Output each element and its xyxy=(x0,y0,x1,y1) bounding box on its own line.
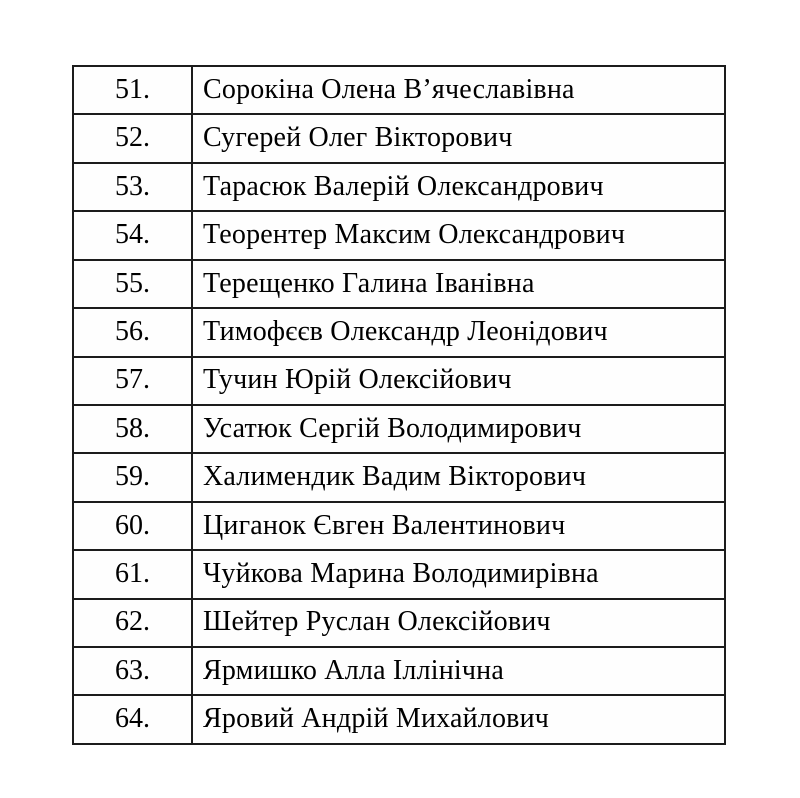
row-name-cell: Яровий Андрій Михайлович xyxy=(192,695,725,744)
row-number-cell: 56. xyxy=(73,308,192,356)
table-row xyxy=(73,66,725,114)
row-name-cell: Тимофєєв Олександр Леонідович xyxy=(192,308,725,356)
row-number-cell: 58. xyxy=(73,405,192,453)
row-number-cell: 64. xyxy=(73,695,192,744)
row-name-cell: Шейтер Руслан Олексійович xyxy=(192,599,725,647)
row-number-cell: 59. xyxy=(73,453,192,501)
row-name-cell: Сорокіна Олена В’ячеславівна xyxy=(192,66,725,114)
row-number-cell: 62. xyxy=(73,599,192,647)
table-row xyxy=(73,308,725,356)
row-number-cell: 60. xyxy=(73,502,192,550)
row-number-cell: 54. xyxy=(73,211,192,259)
table-row xyxy=(73,647,725,695)
row-name-cell: Терещенко Галина Іванівна xyxy=(192,260,725,308)
table-row xyxy=(73,405,725,453)
row-name-cell: Теорентер Максим Олександрович xyxy=(192,211,725,259)
table-row xyxy=(73,114,725,162)
table-row xyxy=(73,453,725,501)
row-name-cell: Халимендик Вадим Вікторович xyxy=(192,453,725,501)
row-name-cell: Тучин Юрій Олексійович xyxy=(192,357,725,405)
row-name-cell: Тарасюк Валерій Олександрович xyxy=(192,163,725,211)
row-number-cell: 55. xyxy=(73,260,192,308)
table-row xyxy=(73,550,725,598)
table-row xyxy=(73,695,725,744)
row-number-cell: 51. xyxy=(73,66,192,114)
roster-table-body xyxy=(73,66,725,744)
table-row xyxy=(73,502,725,550)
table-row xyxy=(73,211,725,259)
row-number-cell: 57. xyxy=(73,357,192,405)
table-row xyxy=(73,357,725,405)
row-number-cell: 63. xyxy=(73,647,192,695)
row-name-cell: Циганок Євген Валентинович xyxy=(192,502,725,550)
roster-table xyxy=(72,65,726,745)
table-row xyxy=(73,260,725,308)
row-number-cell: 52. xyxy=(73,114,192,162)
row-number-cell: 61. xyxy=(73,550,192,598)
row-name-cell: Ярмишко Алла Іллінічна xyxy=(192,647,725,695)
row-name-cell: Чуйкова Марина Володимирівна xyxy=(192,550,725,598)
row-name-cell: Сугерей Олег Вікторович xyxy=(192,114,725,162)
table-row xyxy=(73,599,725,647)
row-name-cell: Усатюк Сергій Володимирович xyxy=(192,405,725,453)
table-row xyxy=(73,163,725,211)
row-number-cell: 53. xyxy=(73,163,192,211)
